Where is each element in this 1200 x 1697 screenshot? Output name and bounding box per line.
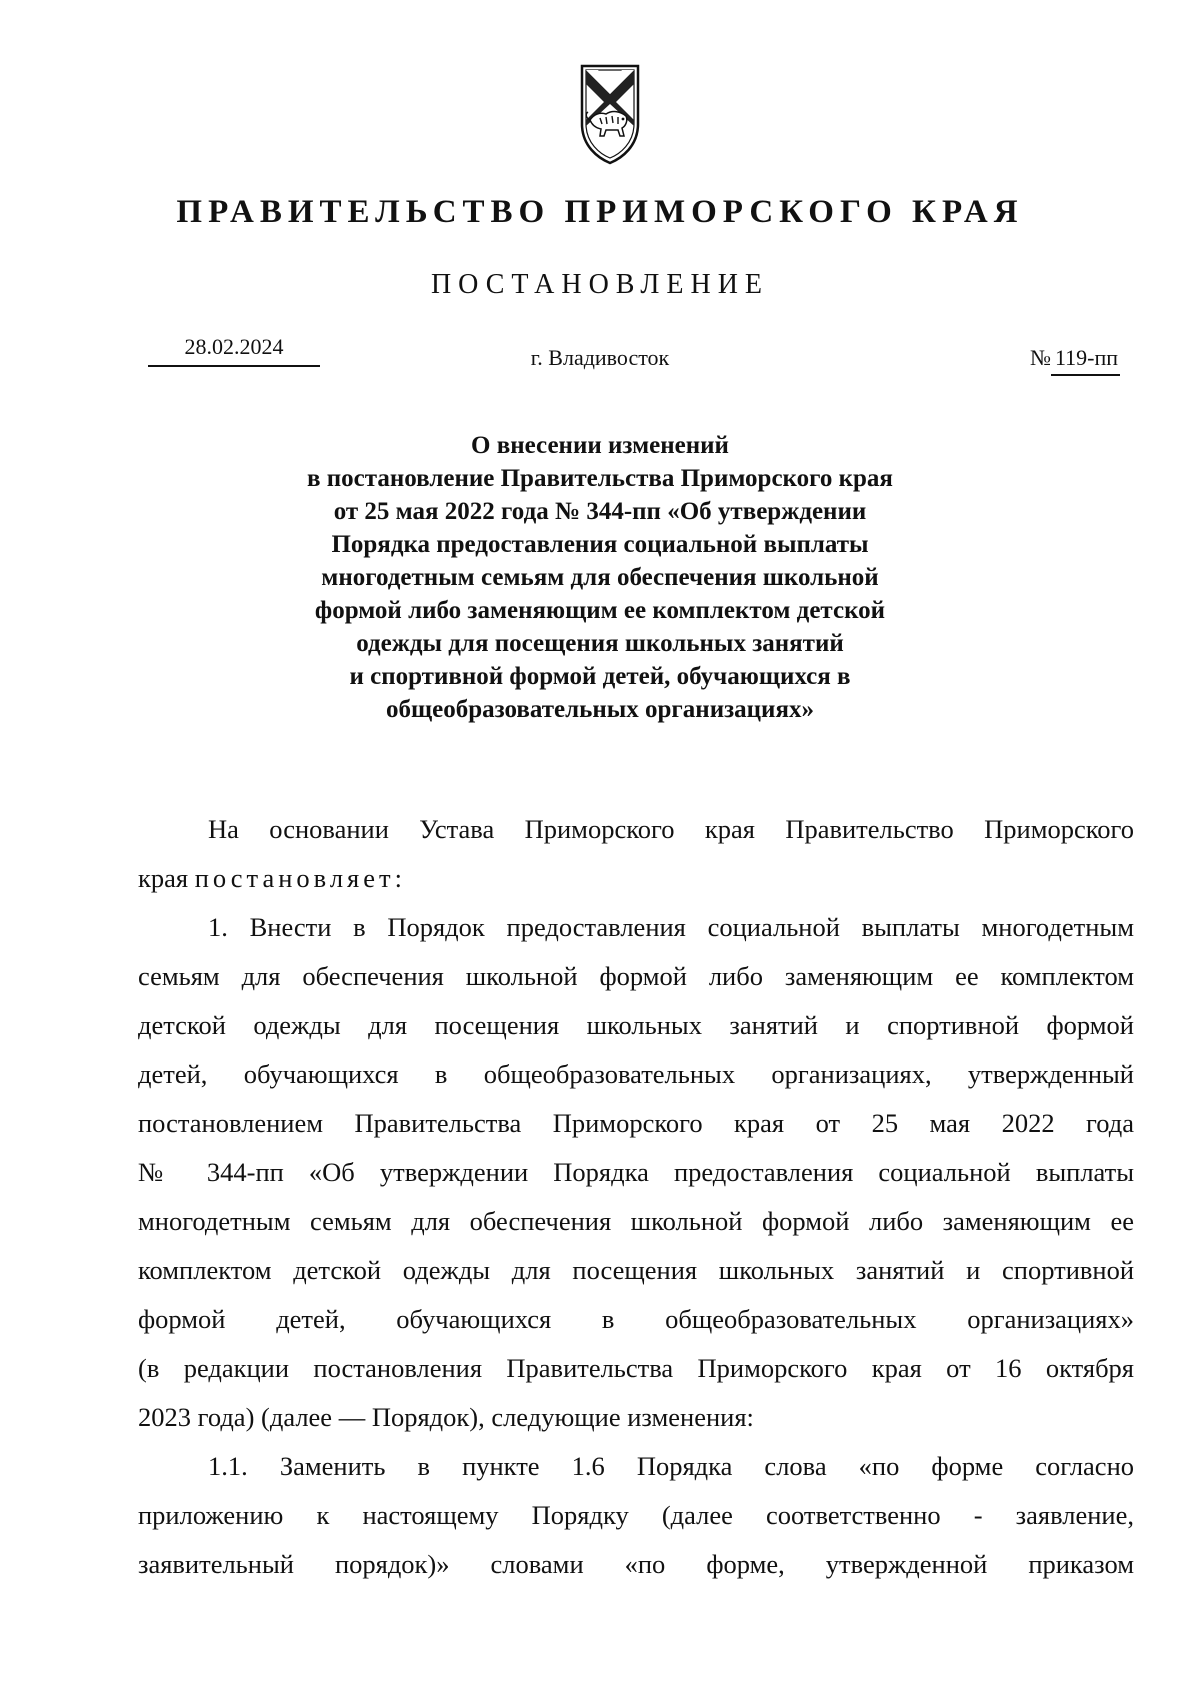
heading-line: общеобразовательных организациях» [386,696,814,723]
number-prefix: № [1029,345,1051,370]
paragraph-line: 1. Внести в Порядок предоставления социальной выплаты многодетным [208,912,1134,942]
paragraph-line: (в редакции постановления Правительства Приморского края от 16 октября [138,1353,1134,1383]
heading-line: формой либо заменяющим ее комплектом детской [314,597,886,624]
document-body [138,805,1134,1589]
heading-line: от 25 мая 2022 года № 344-пп «Об утверждении [333,498,867,525]
intro-resolves: постановляет: [194,863,406,893]
paragraph-line: 1.1. Заменить в пункте 1.6 Порядка слова «по форме согласно [208,1451,1134,1481]
paragraph-line: приложению к настоящему Порядку (далее соответственно - заявление, [138,1500,1134,1530]
heading-line: О внесении изменений [471,432,729,459]
heading-line: и спортивной формой детей, обучающихся в [349,663,851,690]
document-date: 28.02.2024 [148,333,320,367]
heading-line: многодетным семьям для обеспечения школьной [321,564,879,591]
paragraph-line: детской одежды для посещения школьных занятий и спортивной формой [138,1010,1134,1040]
intro-line [138,854,1134,903]
coat-of-arms-icon [576,62,644,166]
organization-title: ПРАВИТЕЛЬСТВО ПРИМОРСКОГО КРАЯ [176,194,1024,230]
paragraph-line: детей, обучающихся в общеобразовательных организациях, утвержденный [138,1059,1134,1089]
intro-prefix: края [138,863,189,893]
paragraph-line: 2023 года) (далее — Порядок), следующие изменения: [138,1402,754,1432]
heading-line: в постановление Правительства Приморского края [307,465,893,492]
paragraph-line: формой детей, обучающихся в общеобразовательных организациях» [138,1304,1134,1334]
paragraph-line: семьям для обеспечения школьной формой либо заменяющим ее комплектом [138,961,1134,991]
number-value: 119-пп [1051,344,1120,376]
paragraph-line: № 344-пп «Об утверждении Порядка предоставления социальной выплаты [138,1157,1134,1187]
heading-line: одежды для посещения школьных занятий [356,630,844,657]
document-type: ПОСТАНОВЛЕНИЕ [430,269,770,300]
paragraph-line: заявительный порядок)» словами «по форме, утвержденной приказом [138,1549,1134,1579]
document-city: г. Владивосток [530,345,670,370]
heading-line: Порядка предоставления социальной выплаты [331,531,869,558]
paragraph-line: комплектом детской одежды для посещения школьных занятий и спортивной [138,1255,1134,1285]
paragraph-line: постановлением Правительства Приморского края от 25 мая 2022 года [138,1108,1134,1138]
document-number [1030,344,1120,376]
resolution-heading [240,429,960,726]
paragraph-line: многодетным семьям для обеспечения школьной формой либо заменяющим ее [138,1206,1134,1236]
intro-line: На основании Устава Приморского края Правительство Приморского [208,814,1134,844]
